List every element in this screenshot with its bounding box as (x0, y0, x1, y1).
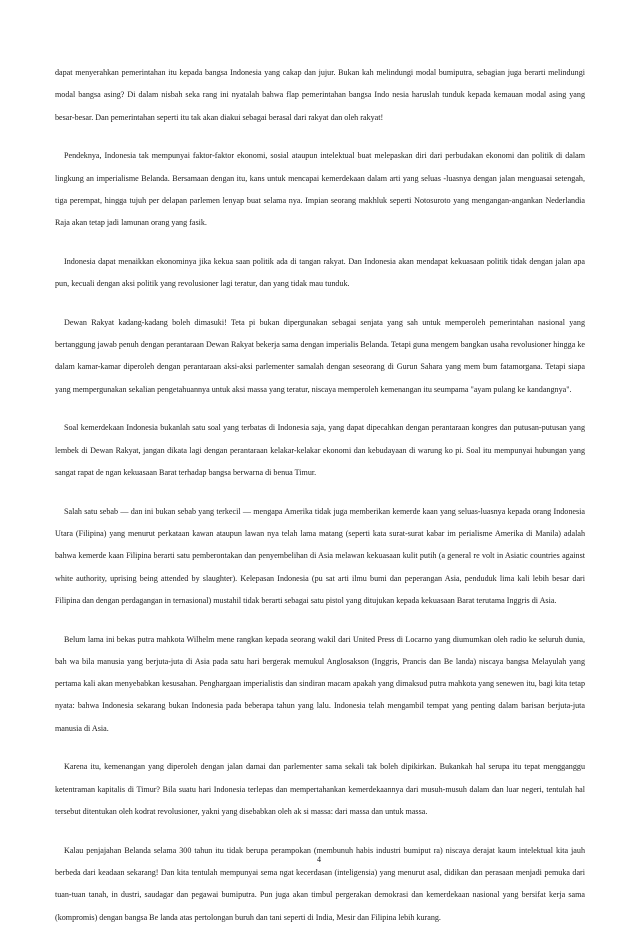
paragraph-6: Salah satu sebab — dan ini bukan sebab yang terkecil — mengapa Amerika tidak juga memberikan kemerde kaan yang seluas-luasnya kepada orang Indonesia Utara (Filipina) yang menurut perkataan kawan ataupun lawan nya telah lama matang (seperti kata surat-surat kabar im perialisme Amerika di Manila) adalah bahwa kemerde kaan Filipina berarti satu pemberontakan dan penyembelihan di Asia melawan kekuasaan kulit putih (a general re volt in Asiatic countries against white authority, uprising being attended by slaughter). Kelepasan Indonesia (pu sat arti ilmu bumi dan peperangan Asia, penduduk lima kali lebih besar dari Filipina dan dengan perdagangan in ternasional) mustahil tidak berarti sebagai satu pistol yang ditujukan kepada kekuasaan Barat terutama Inggris di Asia. (55, 506, 585, 605)
paragraph-2: Pendeknya, Indonesia tak mempunyai faktor-faktor ekonomi, sosial ataupun intelektual buat melepaskan diri dari perbudakan ekonomi dan politik di dalam lingkung an imperialisme Belanda. Bersamaan dengan itu, kans untuk mencapai kemerdekaan dalam arti yang seluas -luasnya dengan jalan menguasai setengah, tiga perempat, hingga tujuh per delapan parlemen lenyap buat selama nya. Impian seorang makhluk seperti Notosuroto yang mengangan-angankan Nederlandia Raja akan tetap jadi lamunan orang yang fasik. (55, 151, 585, 228)
paragraph-5: Soal kemerdekaan Indonesia bukanlah satu soal yang terbatas di Indonesia saja, yang dapat dipecahkan dengan perantaraan kongres dan putusan-putusan yang lembek di Dewan Rakyat, jangan dikata lagi dengan perantaraan kelakar-kelakar ekonomi dan kebudayaan di warung ko pi. Soal itu mempunyai hubungan yang sangat rapat de ngan kekuasaan Barat terhadap bangsa berwarna di benua Timur. (55, 423, 585, 478)
paragraph-8: Karena itu, kemenangan yang diperoleh dengan jalan damai dan parlementer sama sekali tak boleh dipikirkan. Bukankah hal serupa itu tepat mengganggu ketentraman kapitalis di Timur? Bila suatu hari Indonesia terlepas dan mempertahankan kemerdekaannya dari musuh-musuh dalam dan luar negeri, tentulah hal tersebut ditentukan oleh kodrat revolusioner, yakni yang disebabkan oleh ak si massa: dari massa dan untuk massa. (55, 762, 585, 817)
paragraph-7: Belum lama ini bekas putra mahkota Wilhelm mene rangkan kepada seorang wakil dari United Press di Locarno yang diumumkan oleh radio ke seluruh dunia, bah wa bila manusia yang berjuta-juta di Asia pada satu hari bergerak memukul Anglosakson (Inggris, Prancis dan Be landa) niscaya bangsa Melayulah yang pertama kali akan menyebabkan kesusahan. Penghargaan imperialistis dan sindiran macam apakah yang dimaksud putra mahkota yang senewen itu, bagi kita tetap nyata: bahwa Indonesia sekarang bukan Indonesia pada beberapa tahun yang lalu. Indonesia telah mengambil tempat yang penting dalam barisan berjuta-juta manusia di Asia. (55, 634, 585, 733)
page-number: 4 (317, 855, 321, 864)
paragraph-1: dapat menyerahkan pemerintahan itu kepada bangsa Indonesia yang cakap dan jujur. Bukan kah melindungi modal bumiputra, sebagian juga berarti melindungi modal bangsa asing? Di dalam nisbah seka rang ini nyatalah bahwa flap pemerintahan bangsa Indo nesia haruslah tunduk kepada kemauan modal asing yang besar-besar. Dan pemerintahan seperti itu tak akan diakui sebagai berasal dari rakyat dan oleh rakyat! (55, 68, 585, 122)
paragraph-9: Kalau penjajahan Belanda selama 300 tahun itu tidak berupa perampokan (membunuh habis industri bumiput ra) niscaya derajat kaum intelektual kita jauh berbeda dari keadaan sekarang! Dan kita tentulah mempunyai sema ngat kecerdasan (inteligensia) yang menurut asal, didikan dan perasaan menjadi pemuka dari tuan-tuan tanah, in dustri, saudagar dan pegawai bumiputra. Pun juga akan timbul pergerakan demokrasi dan kemerdekaan nasional yang bersifat kerja sama (kompromis) dengan bangsa Be landa atas pertolongan buruh dan tani seperti di India, Mesir dan Filipina lebih kurang. (55, 845, 585, 922)
paragraph-3: Indonesia dapat menaikkan ekonominya jika kekua saan politik ada di tangan rakyat. Dan Indonesia akan mendapat kekuasaan politik tidak dengan jalan apa pun, kecuali dengan aksi politik yang revolusioner lagi teratur, dan yang tidak mau tunduk. (55, 256, 585, 289)
paragraph-4: Dewan Rakyat kadang-kadang boleh dimasuki! Teta pi bukan dipergunakan sebagai senjata yang sah untuk memperoleh pemerintahan nasional yang bertanggung jawab penuh dengan perantaraan Dewan Rakyat bekerja sama dengan imperialis Belanda. Tetapi guna mengem bangkan usaha revolusioner hingga ke dalam kamar-kamar diperoleh dengan perantaraan aksi-aksi parlementer samalah dengan seseorang di Gurun Sahara yang mem bum fatamorgana. Tetapi siapa yang mempergunakan sekalian pengetahuannya untuk aksi massa yang teratur, niscaya memperoleh kemenangan itu seumpama "ayam pulang ke kandangnya". (55, 317, 585, 394)
